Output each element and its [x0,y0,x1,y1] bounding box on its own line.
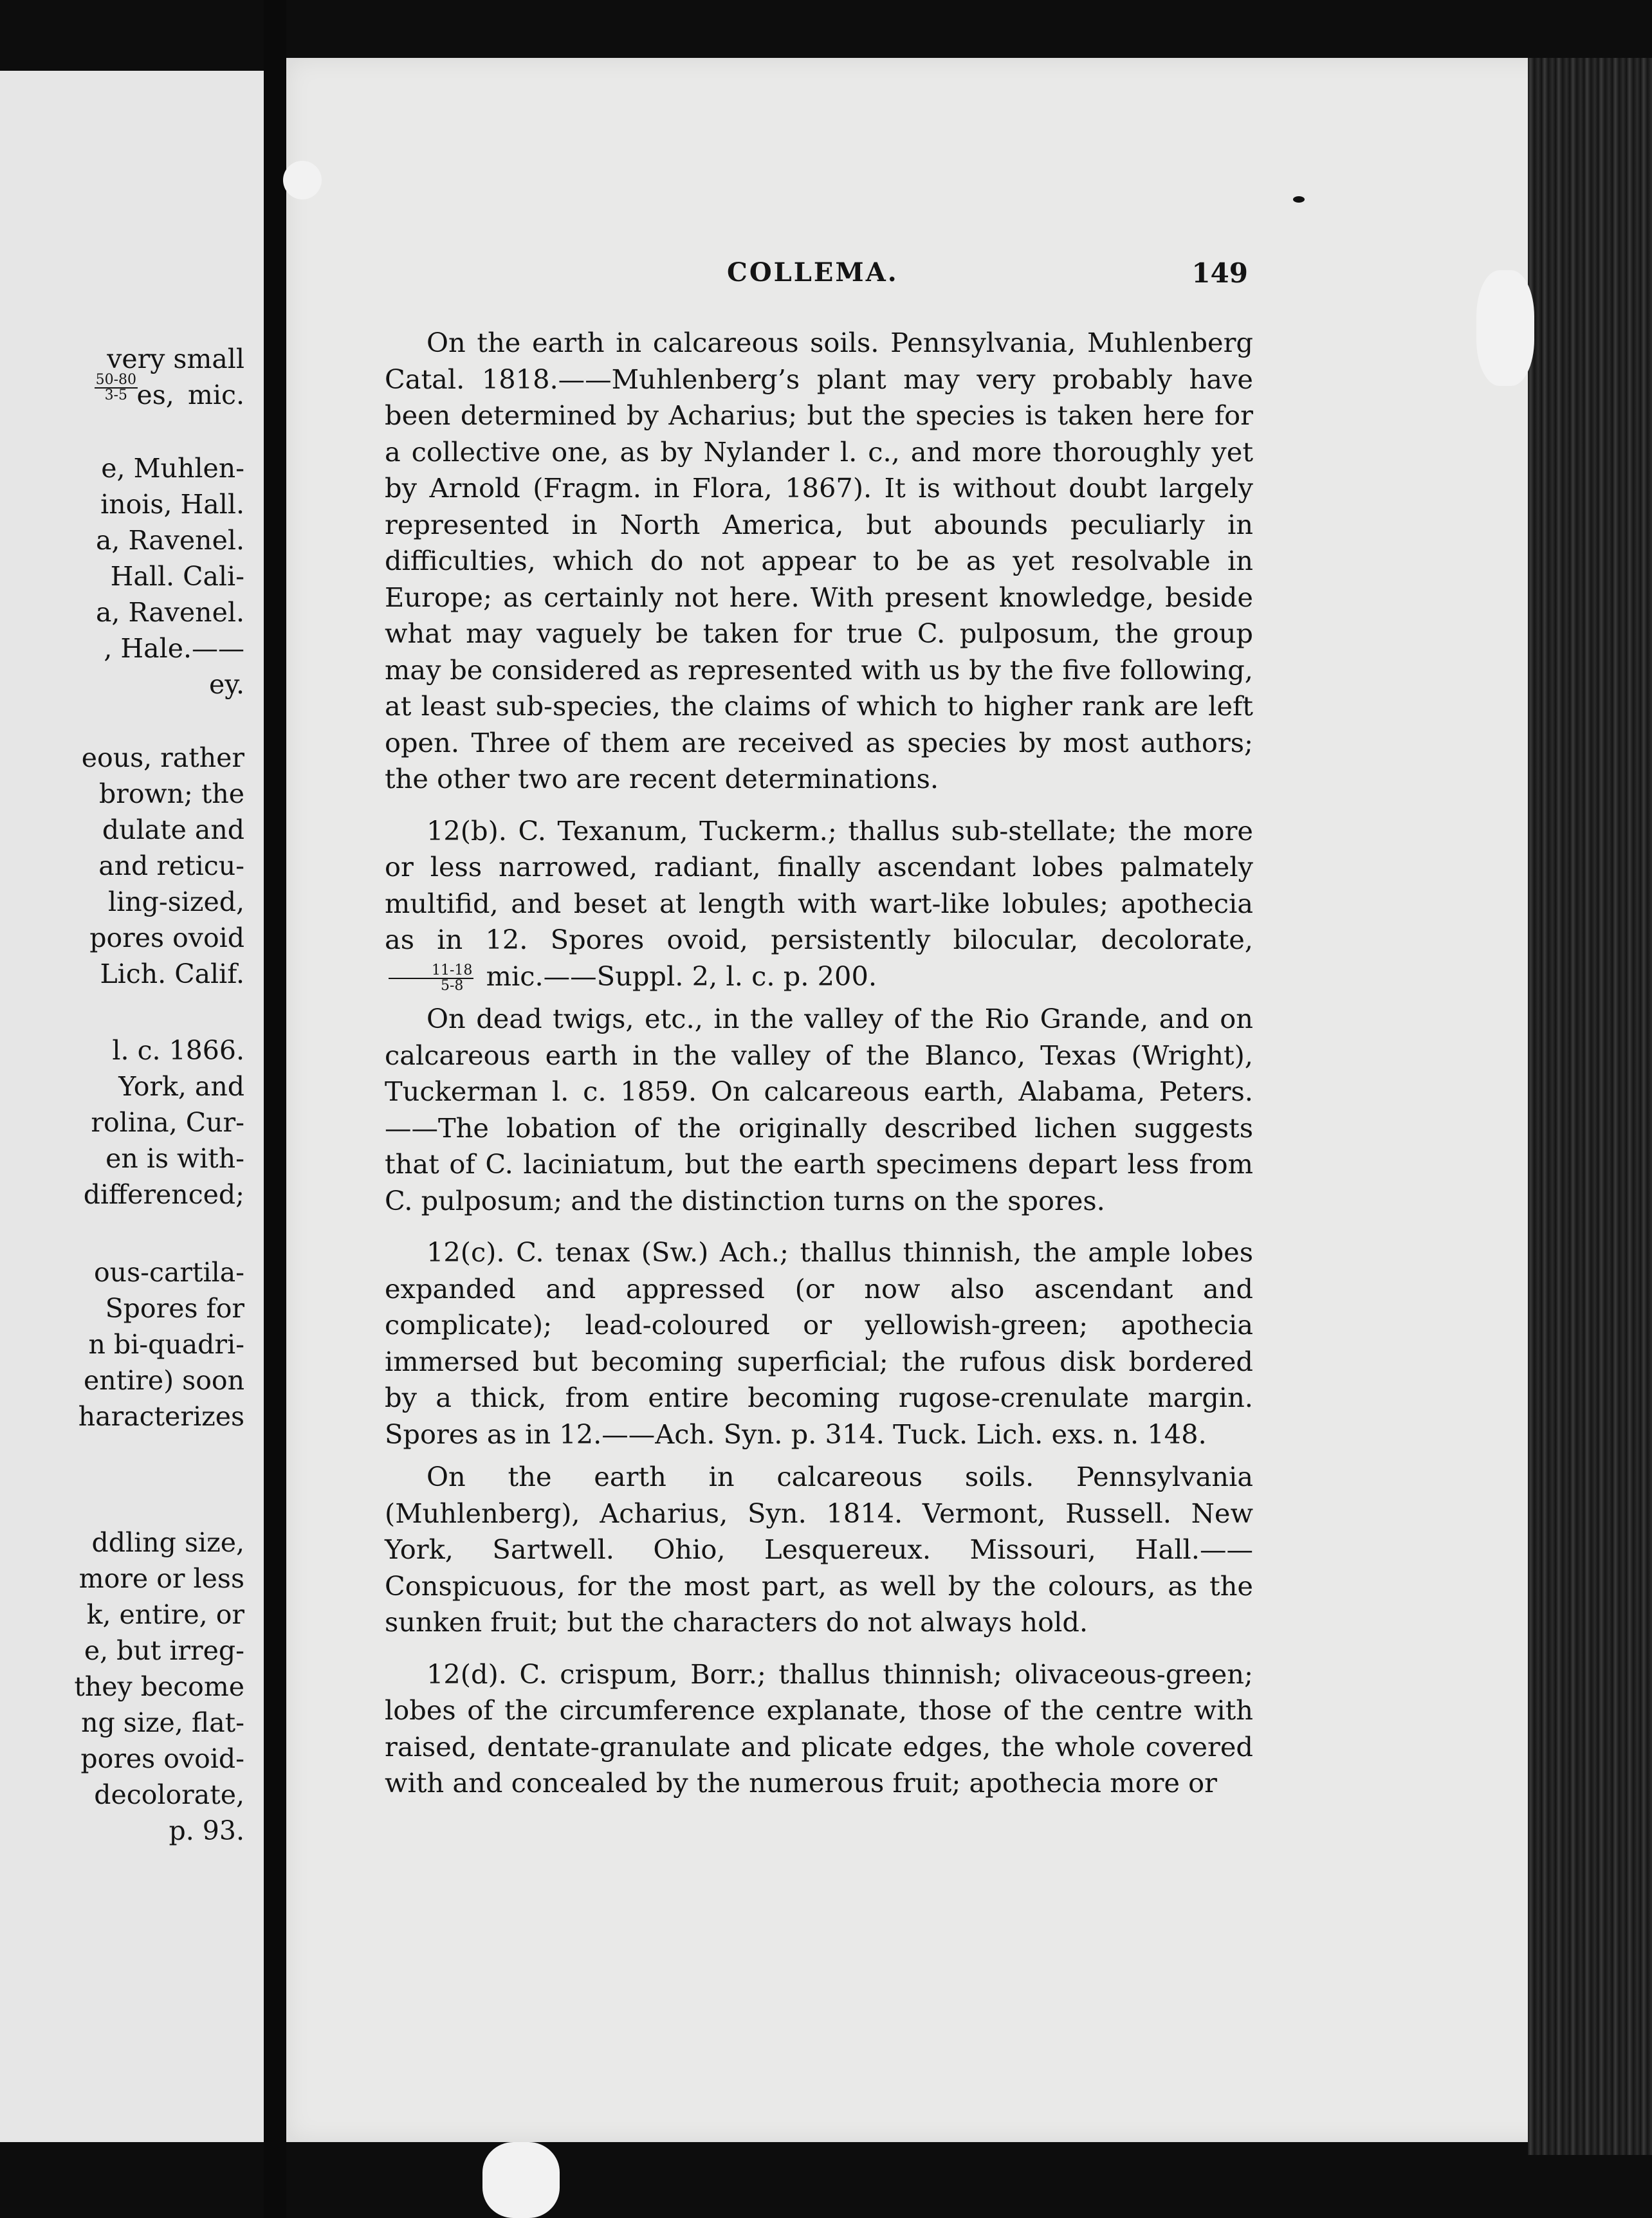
left-line: inois, Hall. [100,489,244,520]
left-line: a, Ravenel. [95,525,244,556]
main-text [385,325,1253,1817]
left-line: p. 93. [169,1815,244,1846]
left-line: , Hale.—— [104,633,244,664]
left-line: e, but irreg- [84,1635,244,1666]
left-line: ey. [208,669,244,700]
left-page-fragment [0,71,264,2142]
paragraph: 12(c). C. tenax (Sw.) Ach.; thallus thinnish, the ample lobes expanded and appressed (or now also ascendant and complicate); lead-coloured or yellowish-green; apothecia immersed but becoming superficial; the rufous disk bordered by a thick, from entire becoming rugose-crenulate margin. Spores as in 12.——Ach. Syn. p. 314. Tuck. Lich. exs. n. 148. [385,1236,1253,1450]
left-line: eous, rather [81,742,244,773]
left-line: pores ovoid- [80,1743,244,1774]
paragraph [385,813,1253,995]
left-line: a, Ravenel. [95,597,244,628]
left-line: ng size, flat- [81,1707,244,1738]
left-line-text: es, mic. [136,380,244,410]
paragraph: On the earth in calcareous soils. Pennsylvania (Muhlenberg), Acharius, Syn. 1814. Vermont, Russell. New York, Sartwell. Ohio, Lesquereux. Missouri, Hall.——Conspicuous, for the most part, as well by the colours, as the sunken fruit; but the characters do not always hold. [385,1461,1253,1638]
left-line: en is with- [106,1143,244,1174]
left-line: York, and [118,1071,244,1102]
left-line: n bi-quadri- [88,1329,244,1360]
left-line: differenced; [83,1179,244,1210]
paragraph: 12(d). C. crispum, Borr.; thallus thinnish; olivaceous-green; lobes of the circumference explanate, those of the centre with raised, dentate-granulate and plicate edges, the whole covered with and concealed by the numerous fruit; apothecia more or [385,1658,1253,1799]
fraction-denominator: 3-5 [104,387,127,403]
left-line: l. c. 1866. [112,1035,244,1066]
left-line: entire) soon [84,1365,244,1396]
ink-mark [1293,196,1305,203]
left-line: they become [74,1671,244,1702]
paragraph: On dead twigs, etc., in the valley of the Rio Grande, and on calcareous earth in the valley of the Blanco, Texas (Wright), Tuckerman l. c. 1859. On calcareous earth, Alabama, Peters. ——The lobation of the originally described lichen suggests that of C. laciniatum, but the earth specimens depart less from C. pulposum; and the distinction turns on the spores. [385,1003,1253,1216]
spore-size-fraction [389,964,473,993]
left-line: brown; the [98,778,244,809]
paper-blemish [283,161,322,199]
left-line: ddling size, [91,1527,244,1558]
left-line: very small [107,344,244,374]
paper-blemish [482,2142,560,2218]
left-line: haracterizes [78,1401,244,1432]
left-line: Spores for [105,1293,244,1324]
left-line: dulate and [102,814,244,845]
left-line: ous-cartila- [94,1257,244,1288]
left-line: more or less [78,1563,244,1594]
left-line [136,377,244,413]
left-line: Hall. Cali- [110,561,244,592]
left-line: e, Muhlen- [101,453,244,484]
paragraph: On the earth in calcareous soils. Pennsylvania, Muhlenberg Catal. 1818.——Muhlenberg’s plant may very probably have been determined by Acharius; but the species is taken here for a collective one, as by Nylander l. c., and more thoroughly yet by Arnold (Fragm. in Flora, 1867). It is without doubt largely represented in North America, but abounds peculiarly in difficulties, which do not appear to be as yet resolvable in Europe; as certainly not here. With present knowledge, beside what may vaguely be taken for true C. pulposum, the group may be considered as represented with us by the five following, at least sub-species, the claims of which to higher rank are left open. Three of them are received as species by most authors; the other two are recent determinations. [385,327,1253,794]
fraction-numerator: 50-80 [95,372,136,388]
paragraph-text: 12(b). C. Texanum, Tuckerm.; thallus sub-stellate; the more or less narrowed, radiant, finally ascendant lobes palmately multifid, and beset at length with wart-like lobules; apothecia as in 12. Spores ovoid, persistently bilocular, decolorate, [385,814,1253,955]
left-line: ling-sized, [107,886,244,917]
book-gutter [264,0,286,2218]
fraction-numerator: 11-18 [389,964,473,979]
paper-blemish [1476,270,1534,386]
running-title: COLLEMA. [727,257,899,288]
fraction-denominator: 5-8 [440,978,464,994]
left-line: and reticu- [98,850,244,881]
page-header [386,257,1248,296]
paragraph-text: mic.——Suppl. 2, l. c. p. 200. [486,960,877,992]
left-fraction [95,373,138,403]
left-line: pores ovoid [89,922,244,953]
page-number: 149 [1191,257,1248,289]
left-line: decolorate, [94,1779,244,1810]
left-line: k, entire, or [86,1599,244,1630]
book-edge [1528,58,1652,2155]
left-line: rolina, Cur- [91,1107,244,1138]
left-line: Lich. Calif. [100,958,244,989]
